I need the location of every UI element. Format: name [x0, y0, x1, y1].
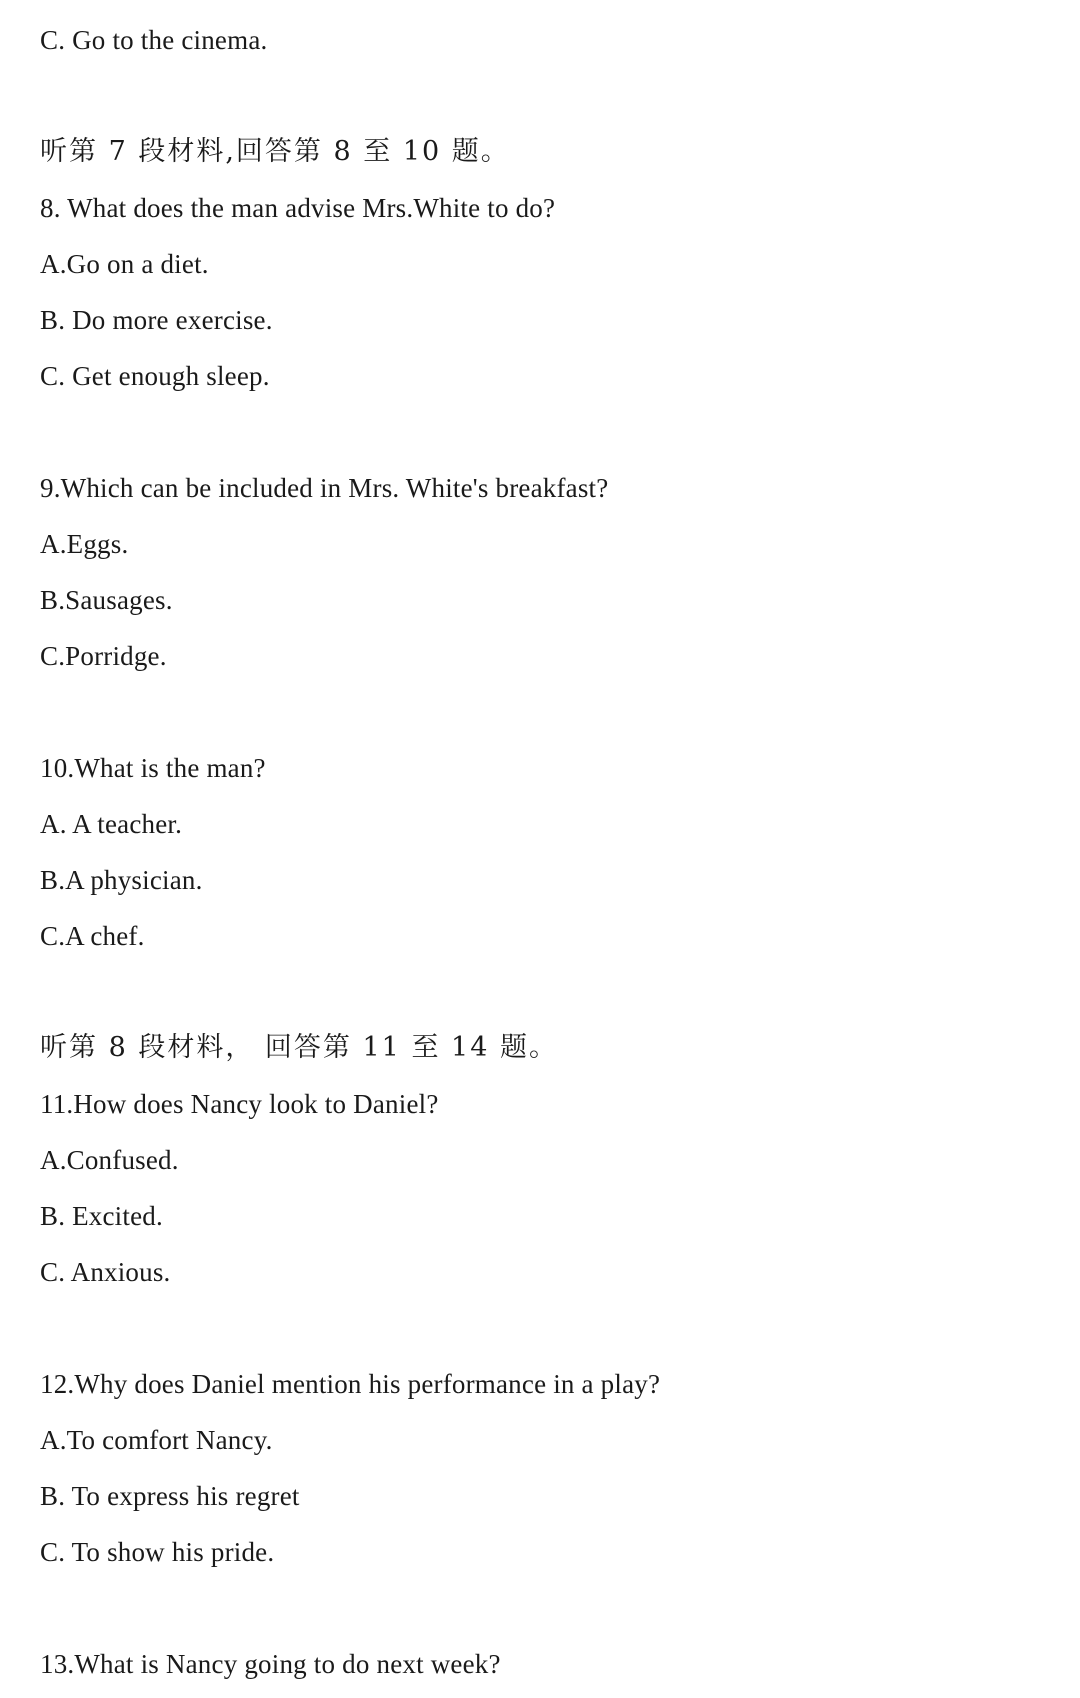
q7-option-c: C. Go to the cinema.: [40, 25, 268, 55]
q9-question: 9.Which can be included in Mrs. White's breakfast?: [40, 473, 609, 503]
q8-option-a: A.Go on a diet.: [40, 249, 209, 279]
q13-question: 13.What is Nancy going to do next week?: [40, 1649, 501, 1679]
q12-question: 12.Why does Daniel mention his performance in a play?: [40, 1369, 661, 1399]
q8-option-c: C. Get enough sleep.: [40, 361, 270, 391]
q9-option-c: C.Porridge.: [40, 641, 167, 671]
q10-option-c: C.A chef.: [40, 921, 145, 951]
section-7-instruction: 听第 7 段材料,回答第 8 至 10 题。: [40, 136, 510, 167]
q11-option-b: B. Excited.: [40, 1201, 163, 1231]
q12-option-b: B. To express his regret: [40, 1481, 300, 1511]
section-8-instruction: 听第 8 段材料， 回答第 11 至 14 题。: [40, 1032, 558, 1063]
q11-option-c: C. Anxious.: [40, 1257, 171, 1287]
q12-option-c: C. To show his pride.: [40, 1537, 275, 1567]
q8-question: 8. What does the man advise Mrs.White to do?: [40, 193, 556, 223]
q11-question: 11.How does Nancy look to Daniel?: [40, 1089, 439, 1119]
q12-option-a: A.To comfort Nancy.: [40, 1425, 273, 1455]
q11-option-a: A.Confused.: [40, 1145, 179, 1175]
q8-option-b: B. Do more exercise.: [40, 305, 273, 335]
q9-option-a: A.Eggs.: [40, 529, 129, 559]
q9-option-b: B.Sausages.: [40, 585, 173, 615]
q10-option-b: B.A physician.: [40, 865, 203, 895]
q10-option-a: A. A teacher.: [40, 809, 183, 839]
q10-question: 10.What is the man?: [40, 753, 266, 783]
